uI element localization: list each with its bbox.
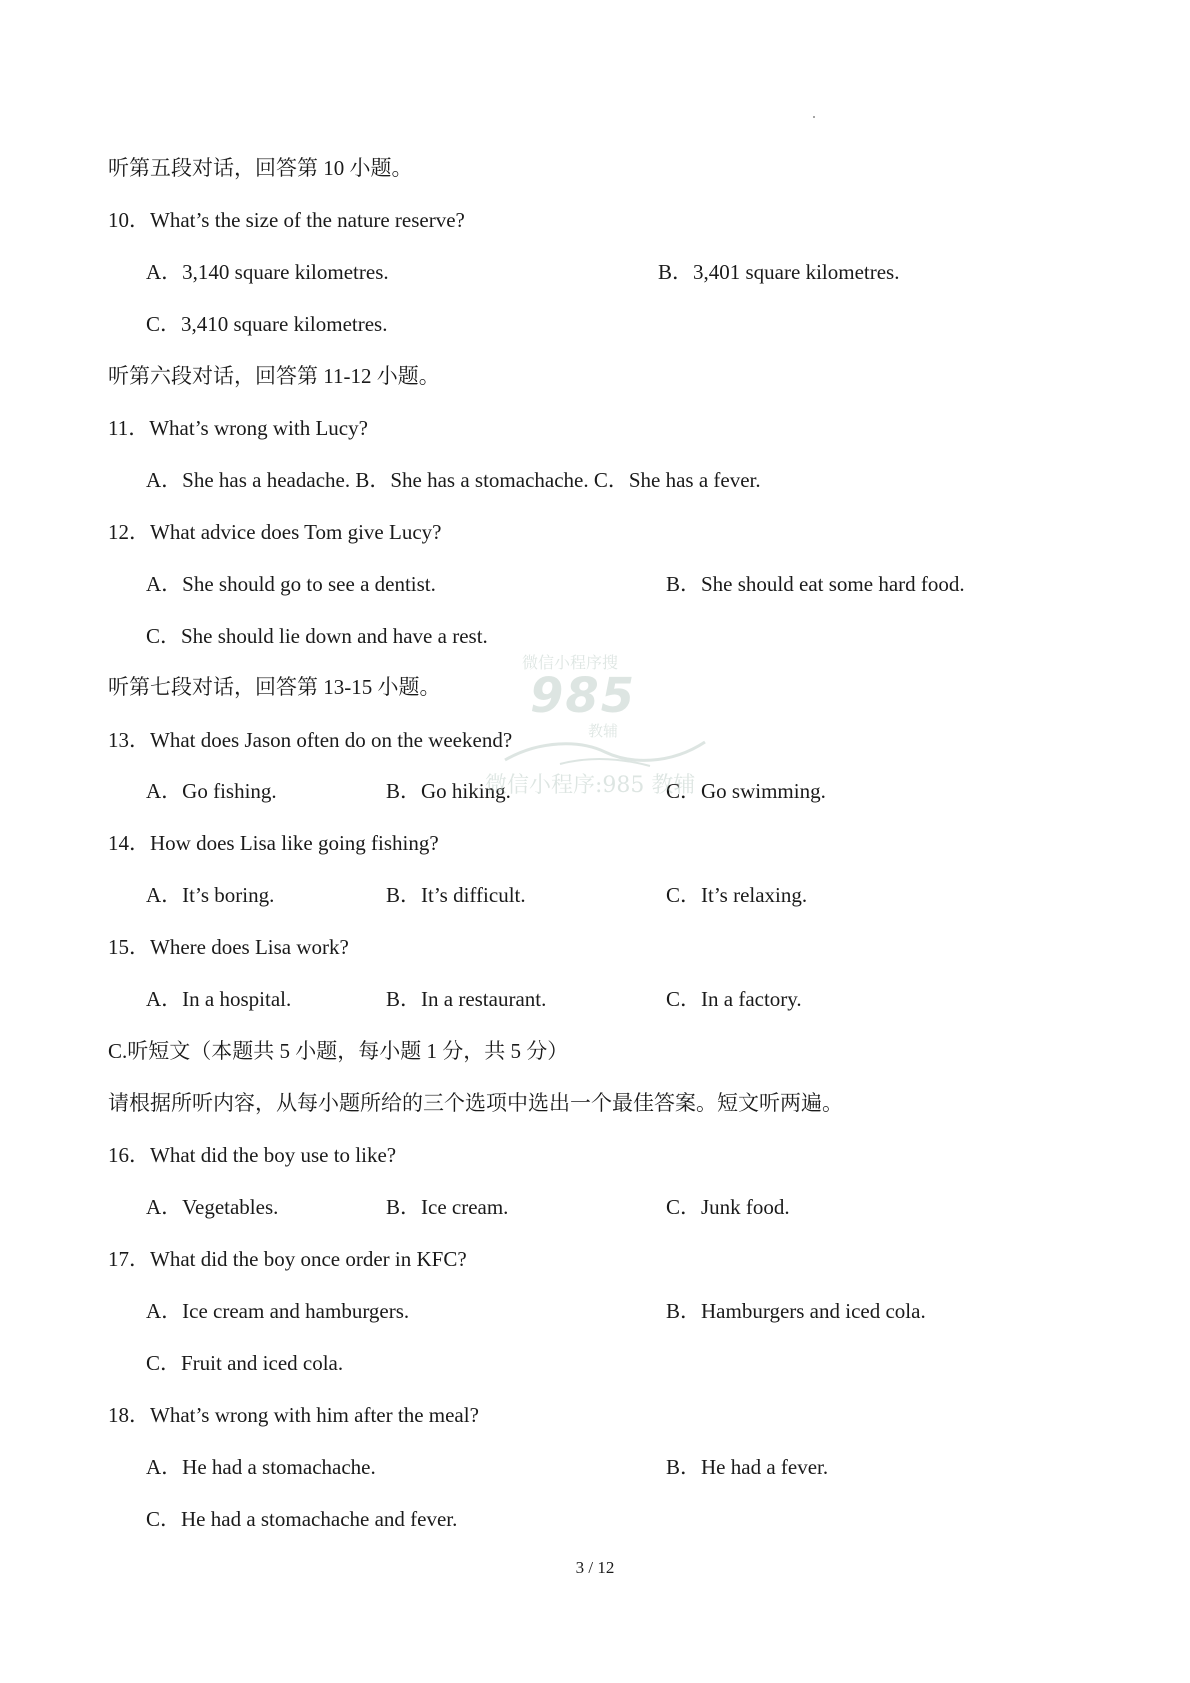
answer-option: B．He had a fever. — [666, 1455, 829, 1479]
section-heading: 听第六段对话，回答第 11-12 小题。 — [108, 364, 440, 388]
watermark-wave-icon — [500, 730, 710, 770]
question-text: 18．What’s wrong with him after the meal? — [108, 1403, 479, 1427]
answer-option: A．Vegetables. — [146, 1195, 279, 1219]
answer-option: B．In a restaurant. — [386, 987, 547, 1011]
question-text: 13．What does Jason often do on the weekend? — [108, 728, 513, 752]
answer-option: C．It’s relaxing. — [666, 883, 808, 907]
question-text: 12．What advice does Tom give Lucy? — [108, 520, 442, 544]
answer-option: C．He had a stomachache and fever. — [146, 1507, 458, 1531]
question-text: 17．What did the boy once order in KFC? — [108, 1247, 467, 1271]
question-text: 11．What’s wrong with Lucy? — [108, 416, 368, 440]
answer-option: B．She should eat some hard food. — [666, 572, 965, 596]
part-heading: C.听短文（本题共 5 小题，每小题 1 分，共 5 分） — [108, 1039, 569, 1063]
answer-options-row: A．She has a headache. B．She has a stomachache. C．She has a fever. — [146, 468, 761, 492]
part-instructions: 请根据所听内容，从每小题所给的三个选项中选出一个最佳答案。短文听两遍。 — [108, 1091, 843, 1115]
answer-option: A．Go fishing. — [146, 779, 277, 803]
answer-option: A．Ice cream and hamburgers. — [146, 1299, 410, 1323]
question-text: 15．Where does Lisa work? — [108, 935, 349, 959]
page-mark — [813, 116, 815, 118]
section-heading: 听第五段对话，回答第 10 小题。 — [108, 156, 413, 180]
answer-option: A．She should go to see a dentist. — [146, 572, 436, 596]
answer-option: B．3,401 square kilometres. — [658, 260, 900, 284]
question-text: 10．What’s the size of the nature reserve? — [108, 208, 465, 232]
answer-option: C．3,410 square kilometres. — [146, 312, 388, 336]
watermark-top-text: 微信小程序搜 — [522, 653, 619, 672]
page-number: 3 / 12 — [575, 1558, 615, 1577]
question-text: 16．What did the boy use to like? — [108, 1143, 397, 1167]
answer-option: C．She should lie down and have a rest. — [146, 624, 488, 648]
answer-option: B．Hamburgers and iced cola. — [666, 1299, 926, 1323]
answer-option: A．It’s boring. — [146, 883, 275, 907]
answer-option: B．Ice cream. — [386, 1195, 509, 1219]
answer-option: C．Fruit and iced cola. — [146, 1351, 344, 1375]
question-text: 14．How does Lisa like going fishing? — [108, 831, 439, 855]
answer-option: C．Go swimming. — [666, 779, 826, 803]
answer-option: A．In a hospital. — [146, 987, 292, 1011]
section-heading: 听第七段对话，回答第 13-15 小题。 — [108, 675, 441, 699]
watermark-logo-number: 985 — [530, 668, 637, 724]
answer-option: B．It’s difficult. — [386, 883, 526, 907]
answer-option: C．In a factory. — [666, 987, 802, 1011]
watermark-sub-text: 教辅 — [588, 722, 619, 740]
watermark-bottom-text: 微信小程序:985 教辅 — [485, 773, 696, 798]
answer-option: B．Go hiking. — [386, 779, 511, 803]
answer-option: C．Junk food. — [666, 1195, 790, 1219]
answer-option: A．3,140 square kilometres. — [146, 260, 389, 284]
answer-option: A．He had a stomachache. — [146, 1455, 376, 1479]
